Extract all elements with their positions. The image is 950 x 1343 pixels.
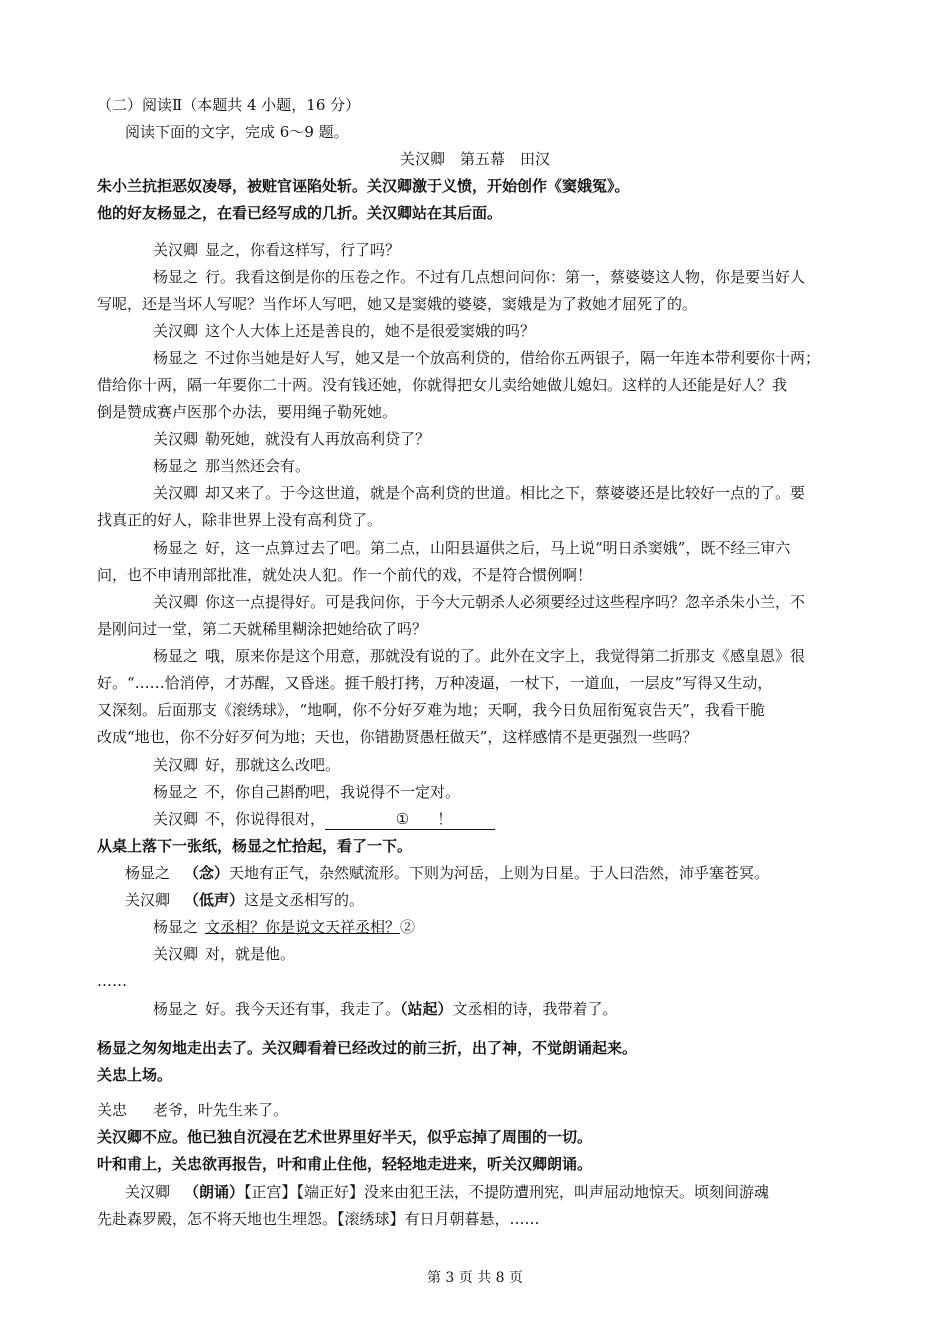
dialogue-line: 关汉卿 （低声）这是文丞相写的。 bbox=[125, 891, 365, 909]
dialogue-continuation: 好。“……恰消停，才苏醒，又昏迷。捱千般打拷，万种凌逼，一杖下，一道血，一层皮”写得又生动， bbox=[97, 674, 773, 692]
section-heading: （二）阅读Ⅱ（本题共 4 小题，16 分） bbox=[97, 96, 361, 114]
stage-note: （念） bbox=[184, 864, 230, 882]
stage-direction: 关汉卿不应。他已独自沉浸在艺术世界里好半天，似乎忘掉了周围的一切。 bbox=[97, 1128, 593, 1146]
dialogue-line: 关忠 老爷，叶先生来了。 bbox=[97, 1097, 861, 1124]
instruction: 阅读下面的文字，完成 6～9 题。 bbox=[125, 123, 349, 141]
dialogue-continuation: 先赴森罗殿，怎不将天地也生埋怨。【滚绣球】有日月朝暮悬，…… bbox=[97, 1210, 540, 1228]
stage-direction: 杨显之匆匆地走出去了。关汉卿看着已经改过的前三折，出了神，不觉朗诵起来。 bbox=[97, 1039, 638, 1057]
dialogue-line: 杨显之 （念）天地有正气，杂然赋流形。下则为河岳，上则为日星。于人曰浩然，沛乎塞苍冥。 bbox=[125, 864, 770, 882]
stage-direction-intro-1: 朱小兰抗拒恶奴凌辱，被赃官诬陷处斩。关汉卿激于义愤，开始创作《窦娥冤》。 bbox=[97, 177, 630, 195]
dialogue-line: 杨显之 行。我看这倒是你的压卷之作。不过有几点想问问你：第一，蔡婆婆这人物，你是要当好人 bbox=[97, 264, 861, 291]
dialogue-continuation: 倒是赞成赛卢医那个办法，要用绳子勒死她。 bbox=[97, 403, 398, 421]
dialogue-line: 杨显之 好。我今天还有事，我走了。（站起）文丞相的诗，我带着了。 bbox=[97, 996, 861, 1023]
answer-blank-1[interactable]: ① ！ bbox=[325, 809, 495, 830]
dialogue-line: 杨显之 不，你自己斟酌吧，我说得不一定对。 bbox=[97, 779, 861, 806]
speaker-yang: 杨显之 bbox=[153, 349, 199, 367]
dialogue-line: 关汉卿 不，你说得很对， ① ！ bbox=[97, 806, 861, 833]
page-footer: 第 3 页 共 8 页 bbox=[426, 1270, 524, 1286]
dialogue-continuation: 借给你十两，隔一年要你二十两。没有钱还她，你就得把女儿卖给她做儿媳妇。这样的人还能是好人？我 bbox=[97, 376, 788, 394]
dialogue-line: 杨显之 哦，原来你是这个用意，那就没有说的了。此外在文字上，我觉得第二折那支《感皇恩》很 bbox=[97, 643, 861, 670]
dialogue-continuation: 找真正的好人，除非世界上没有高利贷了。 bbox=[97, 511, 383, 529]
dialogue-line: 杨显之 那当然还会有。 bbox=[97, 453, 861, 480]
speaker-guan: 关汉卿 bbox=[153, 756, 199, 774]
dialogue-line: 关汉卿 好，那就这么改吧。 bbox=[97, 752, 861, 779]
dialogue-continuation: 是刚问过一堂，第二天就稀里糊涂把她给砍了吗？ bbox=[97, 620, 428, 638]
dialogue-continuation: 写呢，还是当坏人写呢？当作坏人写吧，她又是窦娥的婆婆，窦娥是为了救她才屈死了的。 bbox=[97, 295, 698, 313]
speaker-yang: 杨显之 bbox=[153, 783, 199, 801]
stage-direction-intro-2: 他的好友杨显之，在看已经写成的几折。关汉卿站在其后面。 bbox=[97, 204, 503, 222]
speaker-yang: 杨显之 bbox=[153, 918, 199, 936]
play-title: 关汉卿 第五幕 田汉 bbox=[399, 150, 550, 168]
dialogue-line: 关汉卿 （朗诵）【正宫】【端正好】没来由犯王法，不提防遭刑宪，叫声屈动地惊天。顷刻间游魂 bbox=[125, 1183, 770, 1201]
dialogue-line: 关汉卿 你这一点提得好。可是我问你，于今大元朝杀人必须要经过这些程序吗？忽辛杀朱小兰，不 bbox=[97, 589, 861, 616]
stage-direction: 从桌上落下一张纸，杨显之忙拾起，看了一下。 bbox=[97, 837, 413, 855]
dialogue-continuation: 问，也不申请刑部批准，就处决人犯。作一个前代的戏，不是符合惯例啊！ bbox=[97, 566, 593, 584]
dialogue-line: 关汉卿 勒死她，就没有人再放高利贷了？ bbox=[97, 426, 861, 453]
stage-direction: 叶和甫上，关忠欲再报告，叶和甫止住他，轻轻地走进来，听关汉卿朗诵。 bbox=[97, 1155, 593, 1173]
speaker-guan: 关汉卿 bbox=[153, 810, 199, 828]
speaker-yang: 杨显之 bbox=[125, 864, 171, 882]
dialogue-continuation: 又深刻。后面那支《滚绣球》，“地啊，你不分好歹难为地；天啊，我今日负屈衔冤哀告天”，我看干脆 bbox=[97, 701, 765, 719]
speaker-yang: 杨显之 bbox=[153, 1000, 199, 1018]
speaker-yang: 杨显之 bbox=[153, 647, 199, 665]
dialogue-line: 关汉卿 这个人大体上还是善良的，她不是很爱窦娥的吗？ bbox=[97, 318, 861, 345]
stage-note: （朗诵） bbox=[184, 1183, 245, 1201]
speaker-guan: 关汉卿 bbox=[153, 945, 199, 963]
stage-note: （站起） bbox=[400, 1000, 453, 1018]
dialogue-line: 关汉卿 显之，你看这样写，行了吗？ bbox=[97, 237, 861, 264]
dialogue-line: 杨显之 好，这一点算过去了吧。第二点，山阳县逼供之后，马上说“明日杀窦娥”，既不经三审六 bbox=[97, 535, 861, 562]
speaker-guan: 关汉卿 bbox=[153, 484, 199, 502]
speaker-guan: 关汉卿 bbox=[153, 593, 199, 611]
ellipsis: …… bbox=[97, 972, 127, 990]
speaker-yang: 杨显之 bbox=[153, 457, 199, 475]
speaker-yang: 杨显之 bbox=[153, 268, 199, 286]
speaker-guan: 关汉卿 bbox=[125, 1183, 171, 1201]
stage-note: （低声） bbox=[184, 891, 245, 909]
speaker-guan: 关汉卿 bbox=[153, 241, 199, 259]
speaker-guan: 关汉卿 bbox=[125, 891, 171, 909]
speaker-yang: 杨显之 bbox=[153, 539, 199, 557]
dialogue-line: 杨显之 不过你当她是好人写，她又是一个放高利贷的，借给你五两银子，隔一年连本带利要你十两； bbox=[97, 345, 861, 372]
dialogue-line-underlined: 杨显之 文丞相？你是说文天祥丞相？② bbox=[97, 914, 861, 941]
speaker-guan: 关汉卿 bbox=[153, 322, 199, 340]
question-marker-2: ② bbox=[400, 918, 416, 936]
speaker-guanzhong: 关忠 bbox=[97, 1101, 128, 1119]
speaker-guan: 关汉卿 bbox=[153, 430, 199, 448]
dialogue-line: 关汉卿 对，就是他。 bbox=[97, 941, 861, 968]
dialogue-line: 关汉卿 却又来了。于今这世道，就是个高利贷的世道。相比之下，蔡婆婆还是比较好一点的了。要 bbox=[97, 480, 861, 507]
dialogue-continuation: 改成“地也，你不分好歹何为地；天也，你错勘贤愚枉做天”，这样感情不是更强烈一些吗？ bbox=[97, 728, 698, 746]
stage-direction: 关忠上场。 bbox=[97, 1066, 173, 1084]
